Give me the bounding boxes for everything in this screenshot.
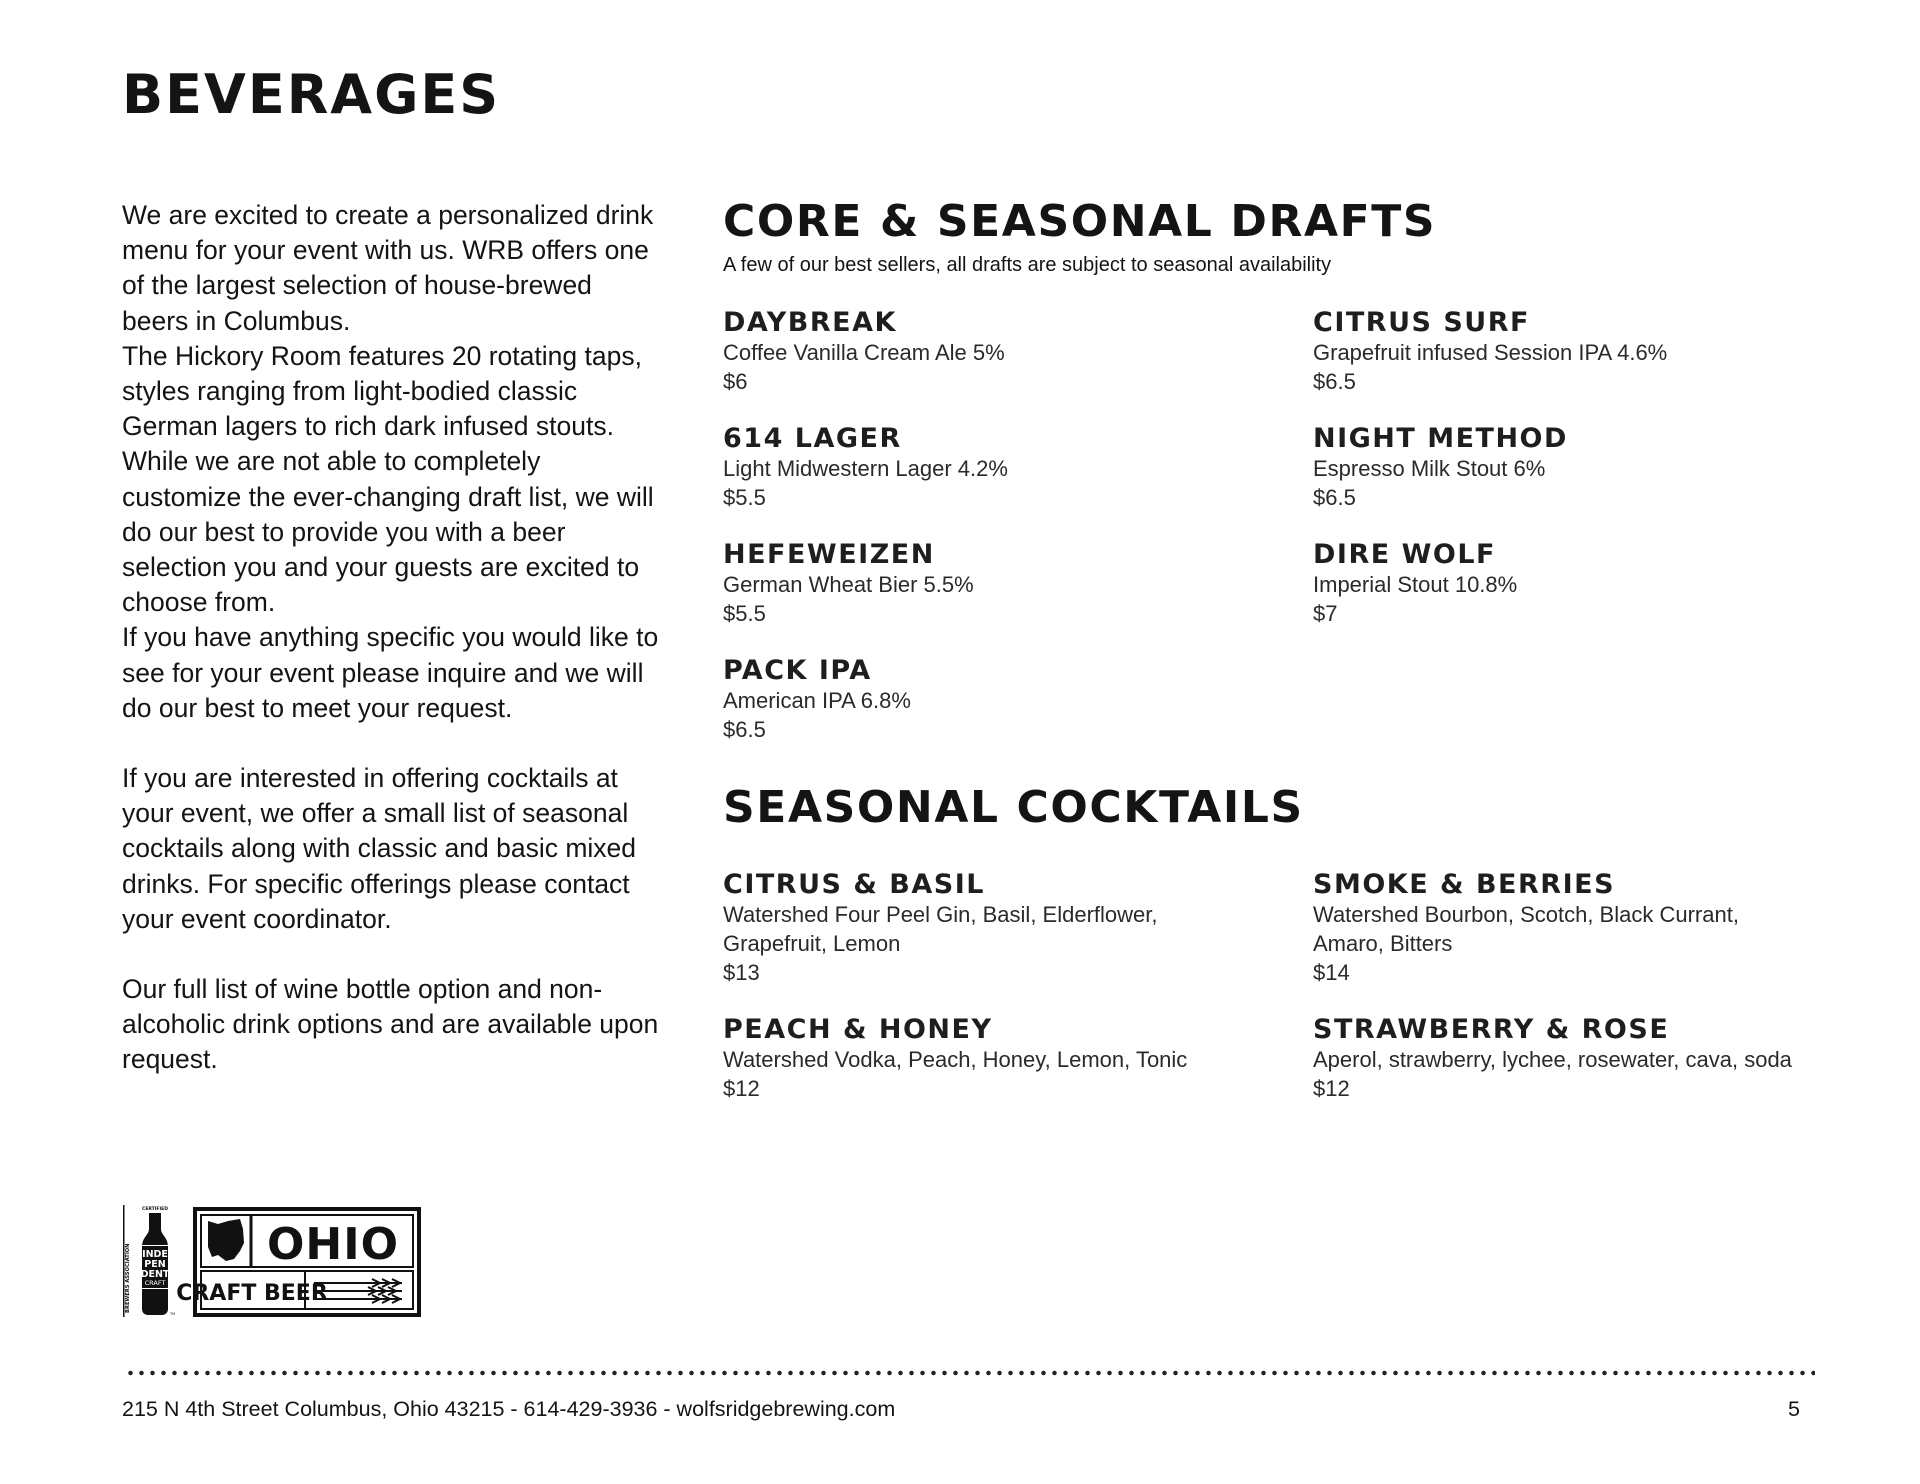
item-description: Aperol, strawberry, lychee, rosewater, cava, soda [1313,1047,1792,1072]
section-subtitle: A few of our best sellers, all drafts are subject to seasonal availability [723,254,1332,276]
bottle-label-line: DENT [140,1269,170,1280]
item-price: $5.5 [723,485,766,510]
item-price: $12 [1313,1076,1350,1101]
page-title: BEVERAGES [122,63,501,126]
menu-column [723,194,1823,1103]
bottle-side-text: BREWERS ASSOCIATION [125,1243,131,1313]
item-description: Watershed Vodka, Peach, Honey, Lemon, Tonic [723,1047,1188,1072]
item-description: Imperial Stout 10.8% [1313,572,1518,597]
menu-item [723,308,1313,396]
bottle-label-line: INDE [142,1249,168,1260]
bottle-label-line: PEN [144,1259,166,1270]
item-price: $12 [723,1076,760,1101]
item-name: SMOKE & BERRIES [1313,869,1616,900]
item-description: American IPA 6.8% [723,688,911,713]
intro-paragraph: We are excited to create a personalized drink menu for your event with us. WRB offers one of the largest selection of house-brewed beers in Columbus. The Hickory Room features 20 rotating taps, styles ranging from light-bodied classic German lagers to rich dark infused stouts. While we are not able to completely customize the ever-changing draft list, we will do our best to provide you with a beer selection you and your guests are excited to choose from. If you have anything specific you would like to see for your event please inquire and we will do our best to meet your request. [122,200,659,723]
item-description: Espresso Milk Stout 6% [1313,456,1546,481]
item-price: $6 [723,369,748,394]
cocktails-section [723,780,1823,1103]
cocktails-list [723,870,1823,1103]
item-price: $7 [1313,601,1338,626]
drafts-list [723,308,1823,744]
bottle-top-text: CERTIFIED [142,1207,168,1212]
menu-item [1313,308,1813,396]
independent-craft-logo [123,1205,175,1317]
logos [122,1205,432,1317]
item-name: PEACH & HONEY [723,1014,993,1045]
item-price: $6.5 [1313,485,1356,510]
item-name: HEFEWEIZEN [723,539,935,570]
menu-item [723,540,1313,628]
bottle-label-sub: CRAFT [144,1279,166,1287]
item-description: German Wheat Bier 5.5% [723,572,974,597]
drafts-section [723,194,1823,744]
trademark-mark: TM [170,1312,176,1316]
item-price: $6.5 [1313,369,1356,394]
item-description: Watershed Bourbon, Scotch, Black Currant, Amaro, Bitters [1313,902,1739,956]
intro-paragraph: If you are interested in offering cocktails at your event, we offer a small list of seasonal cocktails along with classic and basic mixed drinks. For specific offerings please contact your event coordinator. [122,763,637,934]
item-name: 614 LAGER [723,423,902,454]
item-description: Light Midwestern Lager 4.2% [723,456,1008,481]
section-title: SEASONAL COCKTAILS [723,782,1304,833]
item-price: $14 [1313,960,1350,985]
item-name: CITRUS SURF [1313,307,1530,338]
logo-badges [122,1205,432,1317]
item-description: Watershed Four Peel Gin, Basil, Elderflower, Grapefruit, Lemon [723,902,1158,956]
menu-item [1313,870,1813,987]
ohio-craft-beer-logo [176,1209,419,1315]
item-name: NIGHT METHOD [1313,423,1568,454]
menu-item [723,656,1313,744]
item-name: PACK IPA [723,655,872,686]
item-price: $13 [723,960,760,985]
menu-item [1313,540,1813,628]
menu-item [1313,1015,1813,1103]
item-name: DIRE WOLF [1313,539,1496,570]
menu-item [723,1015,1313,1103]
menu-item [723,424,1313,512]
item-name: STRAWBERRY & ROSE [1313,1014,1670,1045]
menu-item [1313,424,1813,512]
dotted-divider [125,1370,1815,1376]
ohio-title: OHIO [266,1219,400,1270]
item-name: CITRUS & BASIL [723,869,985,900]
intro-paragraph: Our full list of wine bottle option and non-alcoholic drink options and are available upon request. [122,974,659,1075]
intro-column [122,198,662,1113]
menu-item [723,870,1313,987]
item-price: $6.5 [723,717,766,742]
wheat-icon [314,1279,402,1303]
page-number: 5 [1788,1397,1800,1421]
section-title: CORE & SEASONAL DRAFTS [723,196,1437,247]
item-price: $5.5 [723,601,766,626]
item-name: DAYBREAK [723,307,897,338]
item-description: Grapefruit infused Session IPA 4.6% [1313,340,1668,365]
footer-address: 215 N 4th Street Columbus, Ohio 43215 - 614-429-3936 - wolfsridgebrewing.com [122,1397,896,1421]
item-description: Coffee Vanilla Cream Ale 5% [723,340,1005,365]
ohio-subtitle: CRAFT BEER [176,1281,328,1306]
